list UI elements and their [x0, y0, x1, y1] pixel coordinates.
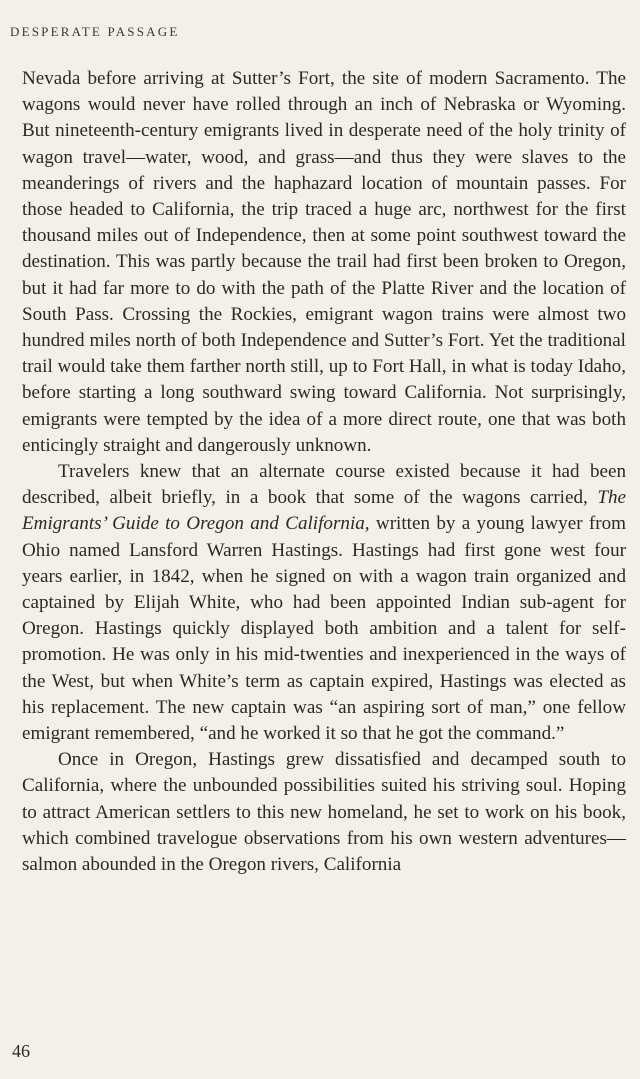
paragraph-2-before: Travelers knew that an alternate course existed because it had been described, albeit briefly, in a book that some of the wagons carried,	[22, 461, 626, 509]
paragraph-2	[22, 459, 626, 747]
paragraph-3: Once in Oregon, Hastings grew dissatisfied and decamped south to California, where the unbounded possibilities suited his striving soul. Hoping to attract American settlers to this new homeland, he set to work on his book, which combined travelogue observations from his own western adventures—salmon abounded in the Oregon rivers, California	[22, 749, 626, 876]
body-text	[22, 66, 626, 878]
paragraph-2-after: written by a young lawyer from Ohio named Lansford Warren Hastings. Hastings had first gone west four years earlier, in 1842, when he signed on with a wagon train organized and captained by Elijah White, who had been appointed Indian sub-agent for Oregon. Hastings quickly displayed both ambition and a talent for self-promotion. He was only in his mid-twenties and inexperienced in the ways of the West, but when White’s term as captain expired, Hastings was elected as his replacement. The new captain was “an aspiring sort of man,” one fellow emigrant remembered, “and he worked it so that he got the command.”	[22, 513, 626, 745]
running-head: DESPERATE PASSAGE	[10, 24, 180, 39]
page-number: 46	[12, 1041, 30, 1061]
book-title: The Emigrants’ Guide to Oregon and California,	[22, 487, 626, 535]
paragraph-1: Nevada before arriving at Sutter’s Fort, the site of modern Sacramento. The wagons would never have rolled through an inch of Nebraska or Wyoming. But nineteenth-century emigrants lived in desperate need of the holy trinity of wagon travel—water, wood, and grass—and thus they were slaves to the meanderings of rivers and the haphazard location of mountain passes. For those headed to California, the trip traced a huge arc, northwest for the first thousand miles out of Independence, then at some point southwest toward the destination. This was partly because the trail had first been broken to Oregon, but it had far more to do with the path of the Platte River and the location of South Pass. Crossing the Rockies, emigrant wagon trains were almost two hundred miles north of both Independence and Sutter’s Fort. Yet the traditional trail would take them farther north still, up to Fort Hall, in what is today Idaho, before starting a long southward swing toward California. Not surprisingly, emigrants were tempted by the idea of a more direct route, one that was both enticingly straight and dangerously unknown.	[22, 68, 626, 456]
